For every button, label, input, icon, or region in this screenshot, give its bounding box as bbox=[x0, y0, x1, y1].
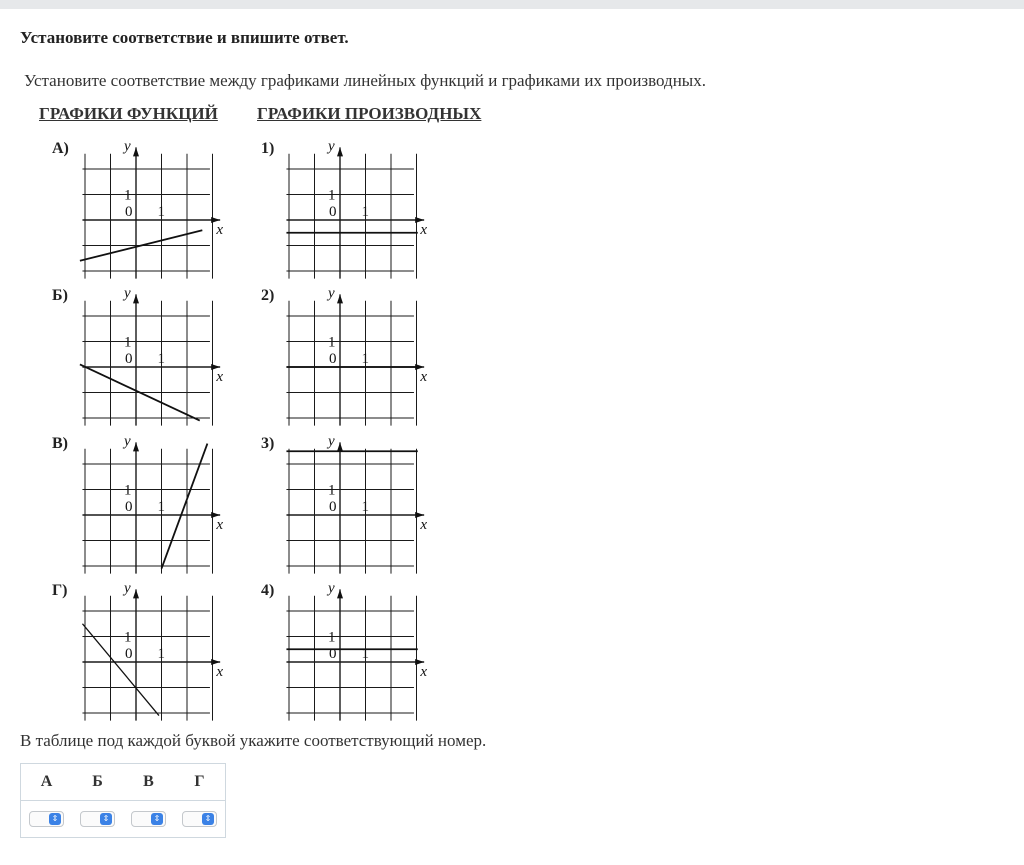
function-label-v: В) bbox=[52, 435, 68, 452]
x-axis-label: x bbox=[216, 517, 223, 533]
origin-label: 0 bbox=[125, 351, 133, 367]
answer-table bbox=[20, 763, 226, 838]
y-axis-arrow-icon bbox=[133, 589, 139, 598]
answer-select-g[interactable] bbox=[182, 811, 217, 827]
function-label-a: А) bbox=[52, 140, 69, 157]
y-axis-arrow-icon bbox=[337, 147, 343, 156]
y-unit-label: 1 bbox=[124, 187, 132, 204]
function-graph-a bbox=[85, 138, 223, 275]
y-axis-label: y bbox=[328, 138, 335, 155]
function-line bbox=[82, 624, 159, 716]
x-unit-label: 1 bbox=[361, 499, 369, 515]
y-axis-label: y bbox=[124, 138, 131, 155]
x-unit-label: 1 bbox=[157, 499, 165, 515]
y-unit-label: 1 bbox=[328, 482, 336, 499]
y-unit-label: 1 bbox=[124, 334, 132, 351]
answer-select-a[interactable] bbox=[29, 811, 64, 827]
derivative-graph-1 bbox=[289, 138, 427, 275]
y-axis-arrow-icon bbox=[133, 294, 139, 303]
x-unit-label: 1 bbox=[157, 351, 165, 367]
answer-select-b[interactable] bbox=[80, 811, 115, 827]
y-axis-arrow-icon bbox=[337, 589, 343, 598]
y-axis-arrow-icon bbox=[133, 147, 139, 156]
x-unit-label: 1 bbox=[361, 646, 369, 662]
derivative-graph-2 bbox=[289, 285, 427, 422]
origin-label: 0 bbox=[125, 204, 133, 220]
function-label-g: Г) bbox=[52, 582, 68, 599]
y-axis-label: y bbox=[328, 433, 335, 450]
answer-column-b: Б bbox=[92, 773, 103, 790]
x-unit-label: 1 bbox=[361, 351, 369, 367]
y-axis-arrow-icon bbox=[337, 442, 343, 451]
x-unit-label: 1 bbox=[361, 204, 369, 220]
y-axis-label: y bbox=[124, 433, 131, 450]
question-text: Установите соответствие между графиками линейных функций и графиками их производных. bbox=[24, 71, 706, 90]
origin-label: 0 bbox=[329, 204, 337, 220]
function-graph-b bbox=[85, 285, 223, 422]
function-line bbox=[162, 444, 208, 569]
select-arrows-icon: ⇕ bbox=[202, 813, 214, 825]
x-axis-label: x bbox=[420, 517, 427, 533]
y-unit-label: 1 bbox=[124, 482, 132, 499]
origin-label: 0 bbox=[125, 499, 133, 515]
origin-label: 0 bbox=[329, 351, 337, 367]
y-axis-arrow-icon bbox=[337, 294, 343, 303]
y-axis-arrow-icon bbox=[133, 442, 139, 451]
function-graph-v bbox=[85, 433, 223, 570]
derivative-graph-3 bbox=[289, 433, 427, 570]
x-axis-label: x bbox=[420, 222, 427, 238]
derivative-graph-4 bbox=[289, 580, 427, 717]
y-axis-label: y bbox=[328, 285, 335, 302]
instruction-text: В таблице под каждой буквой укажите соответствующий номер. bbox=[20, 731, 487, 750]
y-axis-label: y bbox=[328, 580, 335, 597]
y-unit-label: 1 bbox=[328, 334, 336, 351]
answer-column-g: Г bbox=[194, 773, 205, 790]
answer-column-a: А bbox=[40, 773, 53, 790]
x-axis-label: x bbox=[216, 664, 223, 680]
function-label-b: Б) bbox=[52, 287, 68, 304]
x-unit-label: 1 bbox=[157, 204, 165, 220]
answer-table-header bbox=[21, 764, 225, 801]
column-header-functions: ГРАФИКИ ФУНКЦИЙ bbox=[39, 104, 218, 123]
derivative-label-4: 4) bbox=[261, 582, 275, 599]
top-bar bbox=[0, 0, 1024, 9]
function-graph-g bbox=[85, 580, 223, 717]
answer-select-v[interactable] bbox=[131, 811, 166, 827]
task-header: Установите соответствие и впишите ответ. bbox=[20, 28, 349, 47]
select-arrows-icon: ⇕ bbox=[49, 813, 61, 825]
origin-label: 0 bbox=[125, 646, 133, 662]
y-axis-label: y bbox=[124, 285, 131, 302]
origin-label: 0 bbox=[329, 646, 337, 662]
x-axis-label: x bbox=[420, 369, 427, 385]
x-axis-label: x bbox=[216, 222, 223, 238]
y-axis-label: y bbox=[124, 580, 131, 597]
y-unit-label: 1 bbox=[328, 187, 336, 204]
x-unit-label: 1 bbox=[157, 646, 165, 662]
derivative-label-1: 1) bbox=[261, 140, 275, 157]
derivative-label-3: 3) bbox=[261, 435, 275, 452]
column-header-derivatives: ГРАФИКИ ПРОИЗВОДНЫХ bbox=[257, 104, 482, 123]
select-arrows-icon: ⇕ bbox=[100, 813, 112, 825]
x-axis-label: x bbox=[420, 664, 427, 680]
y-unit-label: 1 bbox=[124, 629, 132, 646]
derivative-label-2: 2) bbox=[261, 287, 275, 304]
select-arrows-icon: ⇕ bbox=[151, 813, 163, 825]
origin-label: 0 bbox=[329, 499, 337, 515]
answer-column-v: В bbox=[143, 773, 154, 790]
x-axis-label: x bbox=[216, 369, 223, 385]
y-unit-label: 1 bbox=[328, 629, 336, 646]
